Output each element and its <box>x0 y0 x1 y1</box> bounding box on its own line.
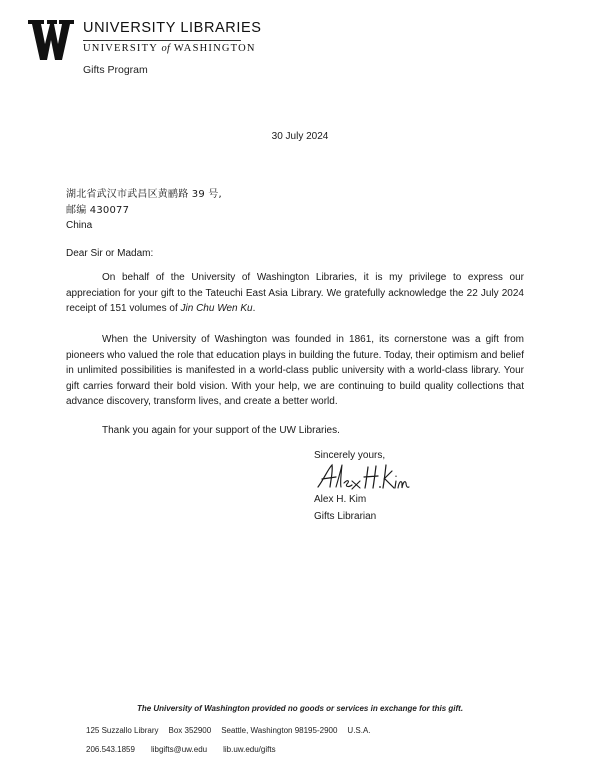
paragraph-acknowledgment <box>66 270 524 317</box>
footer-address-c: Seattle, Washington 98195-2900 <box>221 726 338 735</box>
paragraph-thanks <box>66 423 524 439</box>
footer-email-link[interactable]: libgifts@uw.edu <box>150 745 208 754</box>
footer-address-a: 125 Suzzallo Library <box>86 726 159 735</box>
handwritten-signature <box>314 461 410 491</box>
letterhead-subtitle <box>83 43 256 54</box>
footer-web-link[interactable]: lib.uw.edu/gifts <box>223 745 276 754</box>
gift-title: Jin Chu Wen Ku <box>180 303 253 314</box>
letterhead-divider <box>83 40 241 41</box>
letterhead-title: UNIVERSITY LIBRARIES <box>83 20 262 36</box>
valediction: Sincerely yours, <box>314 450 386 461</box>
recipient-address <box>66 187 222 234</box>
letterhead-sub-pre: UNIVERSITY <box>83 43 162 54</box>
p1-text-a: On behalf of the University of Washington Libraries, it is my privilege to express our appreciation for your gift to the Tateuchi East Asia Library. We gratefully acknowledge the 22 July 2024 receipt of 151 volumes of <box>66 272 524 314</box>
tax-disclaimer: The University of Washington provided no goods or services in exchange for this gift. <box>136 704 464 713</box>
footer-address <box>86 726 387 735</box>
address-line-1: 湖北省武汉市武昌区黄鹂路 39 号, <box>66 189 222 200</box>
footer-address-d: U.S.A. <box>347 726 371 735</box>
letterhead-sub-post: WASHINGTON <box>170 43 256 54</box>
footer-contact <box>86 745 292 754</box>
letterhead-sub-of: of <box>161 43 171 54</box>
footer-phone: 206.543.1859 <box>86 745 135 754</box>
letter-date: 30 July 2024 <box>271 131 329 142</box>
paragraph-history <box>66 332 524 410</box>
uw-w-logo-icon <box>28 20 74 60</box>
program-name: Gifts Program <box>83 64 148 76</box>
p3-text: Thank you again for your support of the UW Libraries. <box>102 425 340 436</box>
signer-title: Gifts Librarian <box>314 511 377 522</box>
p2-text: When the University of Washington was founded in 1861, its cornerstone was a gift from pioneers who valued the role that education plays in building the future. Today, their optimism and belief in unlimited possibilities is manifested in a world-class public university with a world-class library. Your gift carries forward their bold vision. With your help, we are continuing to build quality collections that advance discovery, transform lives, and create a better world. <box>66 334 524 407</box>
footer-address-b: Box 352900 <box>168 726 212 735</box>
p1-text-b: . <box>252 303 256 314</box>
address-line-3: China <box>66 220 93 231</box>
address-line-2: 邮编 430077 <box>66 204 130 216</box>
salutation: Dear Sir or Madam: <box>66 248 154 259</box>
signer-name: Alex H. Kim <box>314 494 367 505</box>
